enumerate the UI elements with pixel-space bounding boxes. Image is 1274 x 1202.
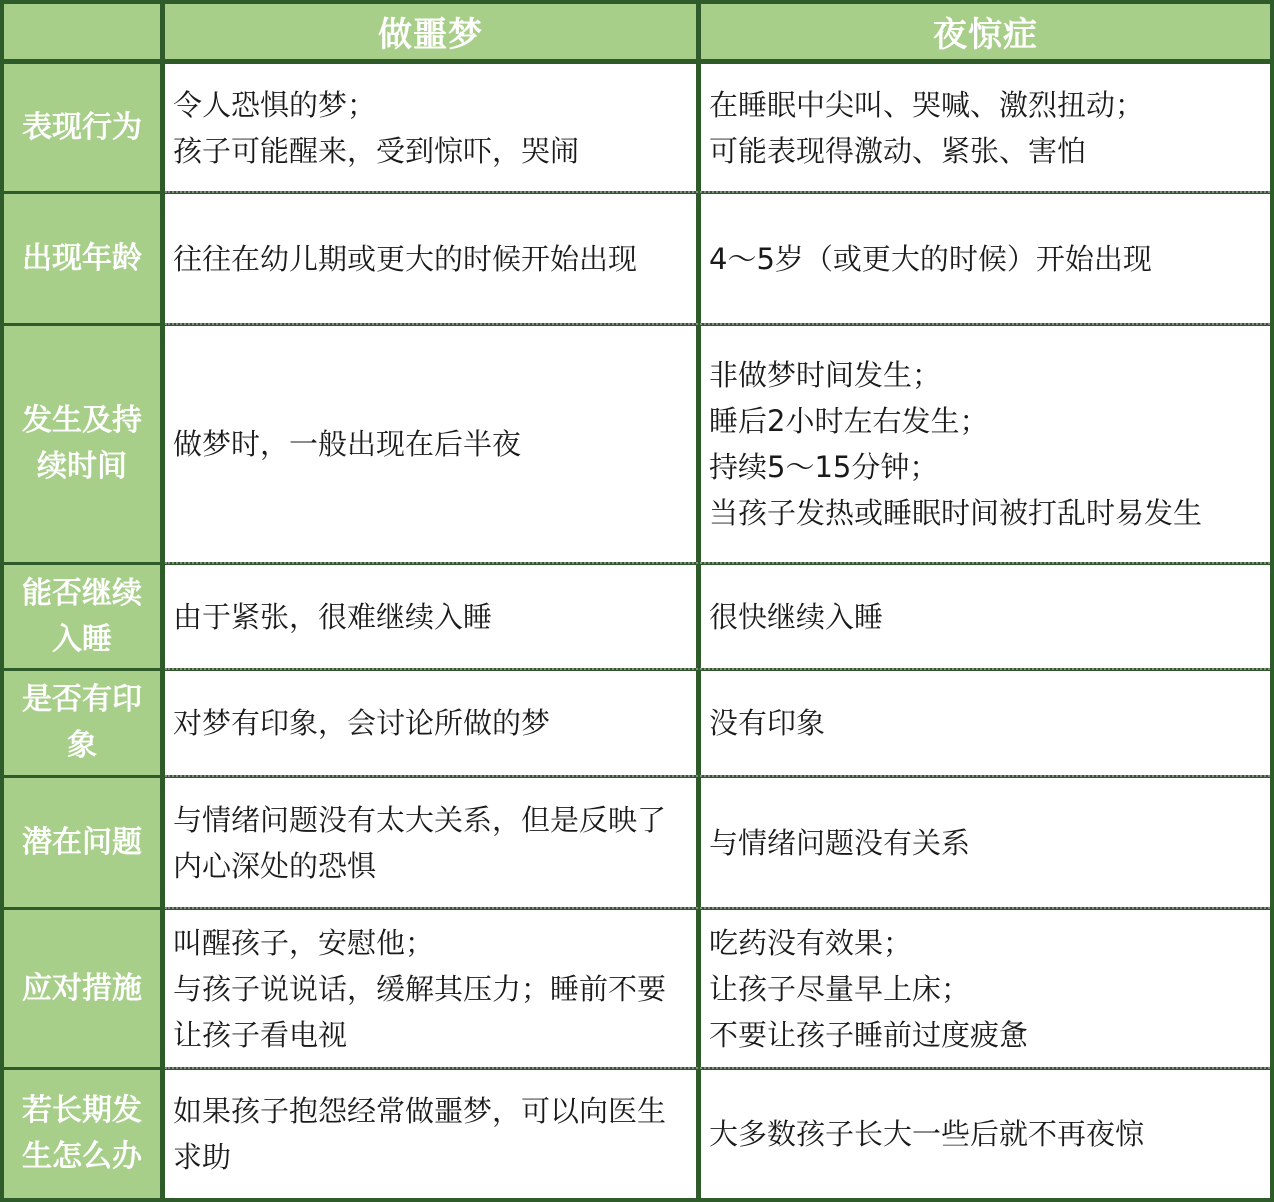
row-label-underlying-issue: 潜在问题 (4, 778, 160, 907)
header-night-terror: 夜惊症 (701, 4, 1270, 59)
row-label-behavior: 表现行为 (4, 64, 160, 191)
cell-onset-age-nightmare: 往往在幼儿期或更大的时候开始出现 (165, 194, 696, 323)
cell-underlying-terror: 与情绪问题没有关系 (701, 778, 1270, 907)
cell-occurrence-terror: 非做梦时间发生； 睡后2小时左右发生； 持续5～15分钟； 当孩子发热或睡眠时间被打乱时易发生 (701, 326, 1270, 562)
row-divider (165, 323, 1270, 325)
header-nightmare: 做噩梦 (165, 4, 696, 59)
row-divider (165, 562, 1270, 564)
cell-resume-sleep-terror: 很快继续入睡 (701, 565, 1270, 668)
cell-onset-age-terror: 4～5岁（或更大的时候）开始出现 (701, 194, 1270, 323)
cell-measures-terror: 吃药没有效果； 让孩子尽量早上床； 不要让孩子睡前过度疲惫 (701, 910, 1270, 1067)
cell-memory-nightmare: 对梦有印象，会讨论所做的梦 (165, 671, 696, 775)
row-label-measures: 应对措施 (4, 910, 160, 1067)
row-label-resume-sleep: 能否继续入睡 (4, 565, 160, 668)
cell-behavior-nightmare: 令人恐惧的梦； 孩子可能醒来，受到惊吓，哭闹 (165, 64, 696, 191)
row-divider (165, 907, 1270, 909)
cell-long-term-nightmare: 如果孩子抱怨经常做噩梦，可以向医生求助 (165, 1070, 696, 1198)
cell-underlying-nightmare: 与情绪问题没有太大关系，但是反映了内心深处的恐惧 (165, 778, 696, 907)
cell-measures-nightmare: 叫醒孩子，安慰他； 与孩子说说话，缓解其压力；睡前不要让孩子看电视 (165, 910, 696, 1067)
cell-occurrence-nightmare: 做梦时，一般出现在后半夜 (165, 326, 696, 562)
row-divider (165, 668, 1270, 670)
row-divider (165, 775, 1270, 777)
row-divider (165, 191, 1270, 193)
cell-memory-terror: 没有印象 (701, 671, 1270, 775)
row-label-long-term: 若长期发生怎么办 (4, 1070, 160, 1198)
row-label-occurrence-duration: 发生及持续时间 (4, 326, 160, 562)
header-corner (4, 4, 160, 59)
row-label-onset-age: 出现年龄 (4, 194, 160, 323)
cell-long-term-terror: 大多数孩子长大一些后就不再夜惊 (701, 1070, 1270, 1198)
cell-behavior-terror: 在睡眠中尖叫、哭喊、激烈扭动； 可能表现得激动、紧张、害怕 (701, 64, 1270, 191)
cell-resume-sleep-nightmare: 由于紧张，很难继续入睡 (165, 565, 696, 668)
row-label-memory: 是否有印象 (4, 671, 160, 775)
row-divider (165, 1067, 1270, 1069)
